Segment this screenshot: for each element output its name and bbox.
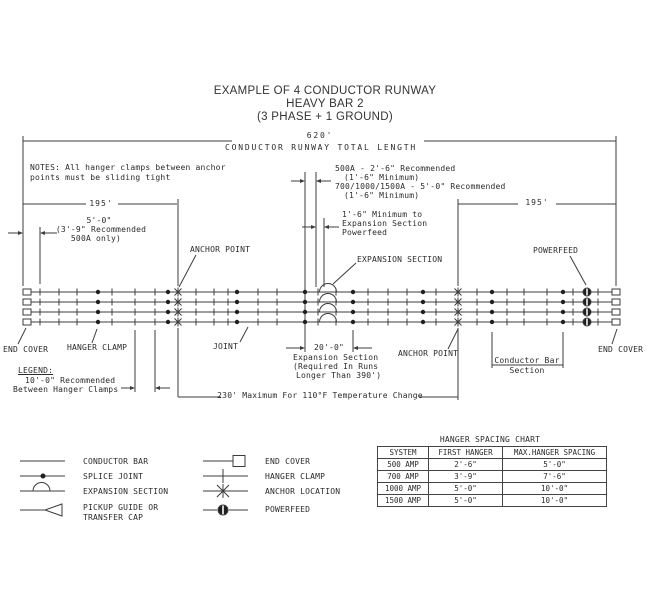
legend-note-2: Between Hanger Clamps	[13, 385, 119, 394]
title-line-1: EXAMPLE OF 4 CONDUCTOR RUNWAY	[213, 85, 437, 97]
cell-system: 500 AMP	[378, 459, 429, 471]
table-row	[378, 495, 607, 507]
first-hanger-dim-1: 5'-0"	[86, 216, 112, 225]
cell-max-spacing: 7'-6"	[503, 471, 607, 483]
powerfeed-symbol	[203, 505, 248, 516]
hanger-clamp-symbol	[203, 469, 248, 483]
end-cover-symbol	[203, 456, 245, 467]
cell-first-hanger: 3'-9"	[429, 471, 503, 483]
first-hanger-dim-3: 500A only)	[70, 234, 122, 243]
expansion-section-symbol	[20, 483, 65, 491]
first-hanger-dim-2: (3'-9" Recommended	[55, 225, 147, 234]
feed-recommend-4: (1'-6" Minimum)	[344, 191, 420, 200]
legend-hanger-clamp-label: HANGER CLAMP	[265, 472, 326, 481]
table-header-row	[378, 447, 607, 459]
col-header-max-spacing: MAX.HANGER SPACING	[503, 447, 607, 459]
left-run-dimension: 195'	[89, 199, 113, 208]
total-length-label: CONDUCTOR RUNWAY TOTAL LENGTH	[225, 143, 417, 152]
feed-recommend-2: (1'-6" Minimum)	[344, 173, 420, 182]
notes-line-1: NOTES: All hanger clamps between anchor	[30, 163, 226, 172]
legend-expansion-label: EXPANSION SECTION	[83, 487, 169, 496]
right-run-dimension: 195'	[525, 198, 549, 207]
expansion-section-label: EXPANSION SECTION	[357, 255, 443, 264]
anchor-location-symbol	[203, 484, 248, 498]
cell-system: 700 AMP	[378, 471, 429, 483]
min-to-expansion-3: Powerfeed	[342, 228, 388, 237]
title-line-2: HEAVY BAR 2	[286, 98, 364, 110]
table-row	[378, 459, 607, 471]
hanger-clamp-ticks	[40, 289, 598, 326]
min-to-expansion-2: Expansion Section	[342, 219, 428, 228]
end-cover-left-label: END COVER	[3, 345, 49, 354]
end-cover-right-label: END COVER	[598, 345, 644, 354]
title-line-3: (3 PHASE + 1 GROUND)	[256, 111, 394, 123]
legend-end-cover-label: END COVER	[265, 457, 311, 466]
min-to-expansion-1: 1'-6" Minimum to	[342, 210, 423, 219]
cell-first-hanger: 5'-0"	[429, 495, 503, 507]
table-row	[378, 471, 607, 483]
joint-label: JOINT	[213, 342, 239, 351]
total-length-value: 620'	[306, 131, 334, 140]
feed-recommend-3: 700/1000/1500A - 5'-0" Recommended	[335, 182, 506, 191]
powerfeed-label: POWERFEED	[533, 246, 579, 255]
anchor-point-left-label: ANCHOR POINT	[190, 245, 251, 254]
pickup-guide-symbol	[20, 504, 62, 516]
powerfeed-marks	[583, 288, 591, 327]
cell-system: 1500 AMP	[378, 495, 429, 507]
cell-max-spacing: 10'-0"	[503, 495, 607, 507]
expansion-note-2: (Required In Runs	[293, 362, 379, 371]
expansion-note-3: Longer Than 390')	[296, 371, 382, 380]
table-row	[378, 483, 607, 495]
col-header-system: SYSTEM	[378, 447, 429, 459]
legend-anchor-location-label: ANCHOR LOCATION	[265, 487, 341, 496]
feed-recommend-1: 500A - 2'-6" Recommended	[335, 164, 456, 173]
notes-line-2: points must be sliding tight	[30, 173, 171, 182]
expansion-arcs	[320, 284, 337, 323]
max-run-dimension: 230' Maximum For 110°F Temperature Change	[217, 391, 423, 400]
legend-note-1: 10'-0" Recommended	[25, 376, 116, 385]
anchor-point-right-label: ANCHOR POINT	[398, 349, 459, 358]
col-header-first-hanger: FIRST HANGER	[429, 447, 503, 459]
legend-conductor-bar-label: CONDUCTOR BAR	[83, 457, 149, 466]
cell-first-hanger: 5'-0"	[429, 483, 503, 495]
splice-joint-symbol	[20, 474, 65, 479]
legend-splice-joint-label: SPLICE JOINT	[83, 472, 144, 481]
cell-max-spacing: 5'-0"	[503, 459, 607, 471]
legend-pickup-label-1: PICKUP GUIDE OR	[83, 503, 159, 512]
expansion-note-1: Expansion Section	[293, 353, 379, 362]
legend-pickup-label-2: TRANSFER CAP	[83, 513, 144, 522]
hanger-spacing-chart	[377, 446, 607, 507]
cell-system: 1000 AMP	[378, 483, 429, 495]
legend-note-title: LEGEND:	[18, 366, 54, 375]
cell-max-spacing: 10'-0"	[503, 483, 607, 495]
cell-first-hanger: 2'-6"	[429, 459, 503, 471]
splice-joints	[96, 290, 565, 324]
hanger-clamp-label: HANGER CLAMP	[67, 343, 128, 352]
hanger-chart-title: HANGER SPACING CHART	[439, 435, 541, 444]
conductor-runway	[23, 284, 620, 327]
expansion-length-dim: 20'-0"	[313, 343, 345, 352]
conductor-bar-section-1: Conductor Bar	[494, 356, 560, 365]
legend-powerfeed-label: POWERFEED	[265, 505, 311, 514]
conductor-bar-section-2: Section	[509, 366, 545, 375]
